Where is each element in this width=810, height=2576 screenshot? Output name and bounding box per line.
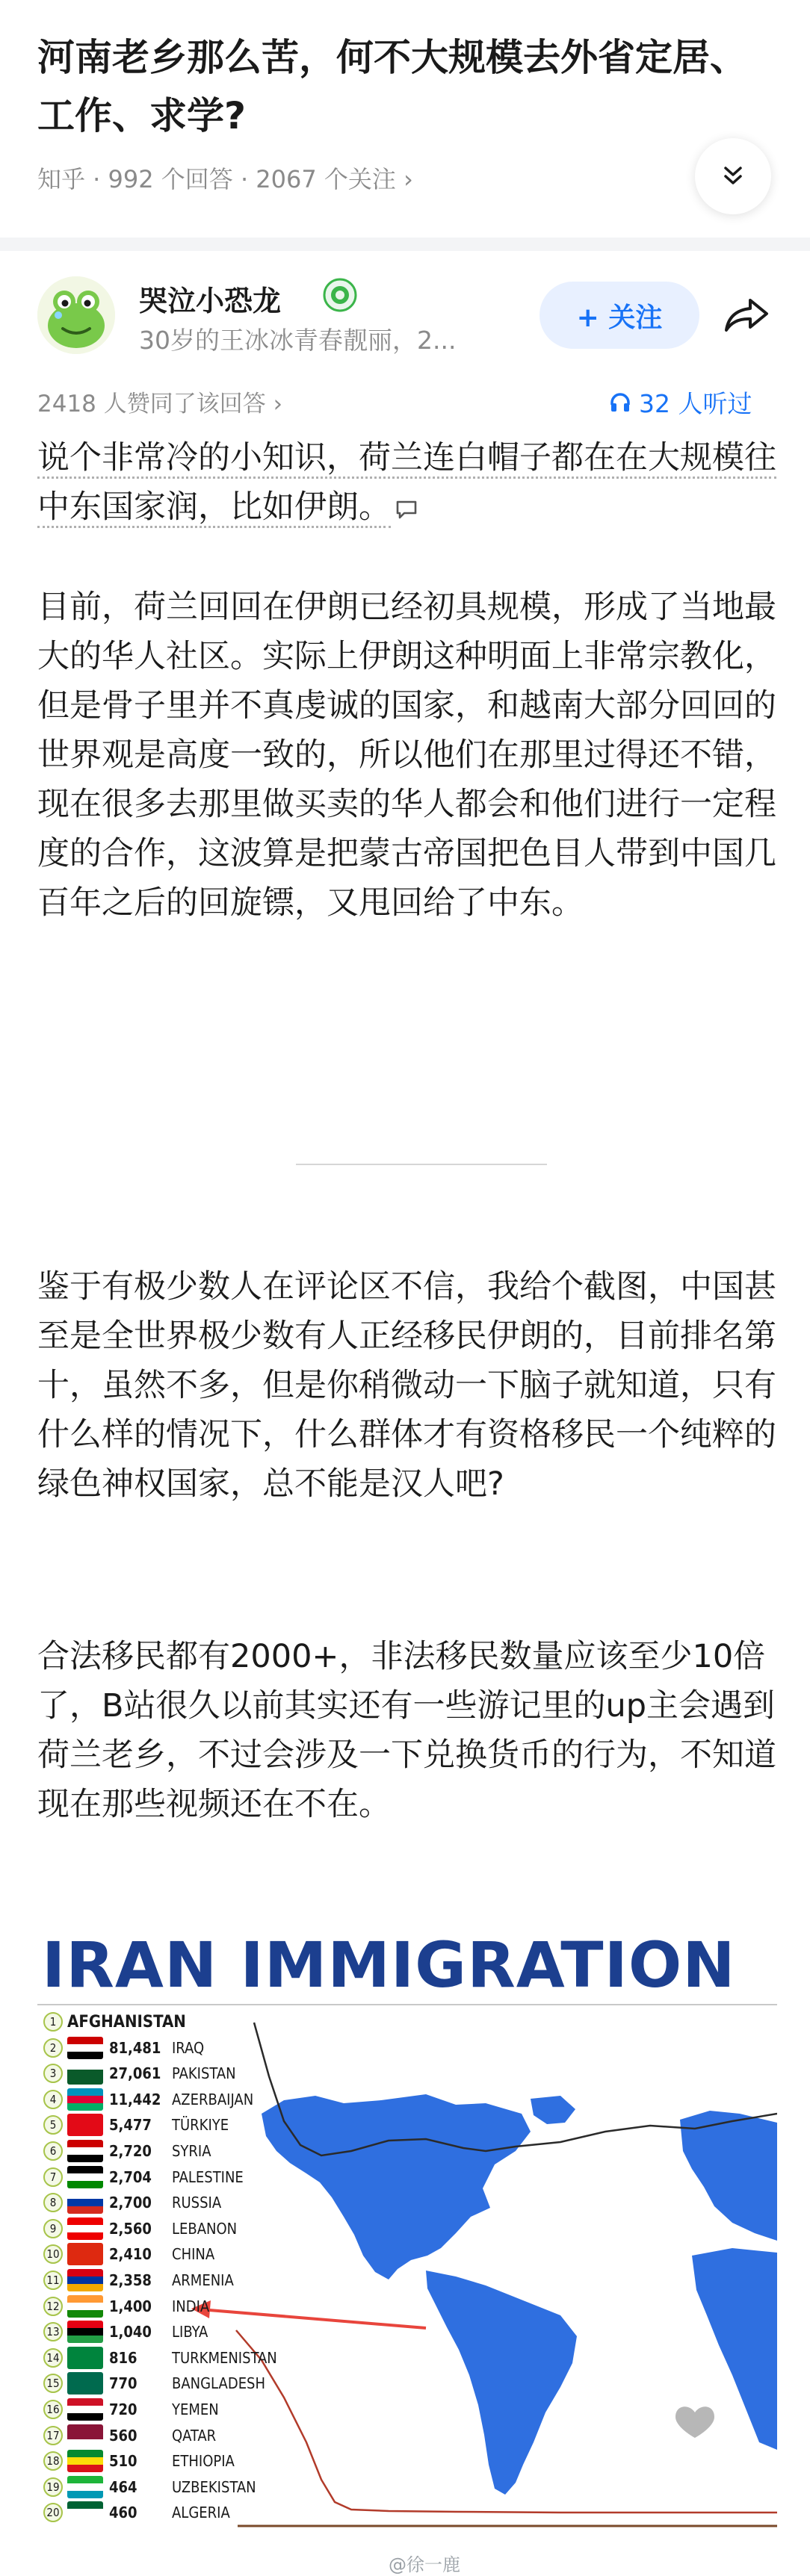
rank-country: ALGERIA (172, 2504, 230, 2522)
flag-tm-icon (67, 2347, 103, 2369)
rank-country: TÜRKIYE (172, 2116, 229, 2135)
flag-cn-icon (67, 2243, 103, 2265)
rank-country: YEMEN (172, 2400, 219, 2418)
flag-iq-icon (67, 2037, 103, 2059)
rank-number: 7 (43, 2167, 63, 2187)
rank-value: 720 (109, 2400, 137, 2418)
rank-value: 5,477 (109, 2116, 152, 2135)
heart-icon[interactable] (675, 2406, 714, 2438)
content-separator (296, 1164, 547, 1165)
rank-value: 27,061 (109, 2064, 161, 2083)
flag-ye-icon (67, 2398, 103, 2421)
likes-count[interactable]: 2418 人赞同了该回答 › (37, 391, 282, 418)
ranking-row (43, 2371, 265, 2396)
flag-lb-icon (67, 2217, 103, 2240)
ranking-row (43, 2448, 235, 2474)
rank-country: INDIA (172, 2297, 210, 2315)
rank-number: 8 (43, 2193, 63, 2212)
infographic-title: IRAN IMMIGRATION (42, 1928, 736, 2002)
ranking-row (43, 2164, 244, 2190)
question-meta[interactable]: 知乎 · 992 个回答 · 2067 个关注 › (37, 165, 413, 193)
ranking-row (43, 2345, 277, 2371)
rank-country: ARMENIA (172, 2271, 234, 2289)
rank-number: 5 (43, 2115, 63, 2135)
rank-value: 2,358 (109, 2271, 152, 2289)
ranking-row (43, 2319, 208, 2344)
flag-tr-icon (67, 2114, 103, 2136)
rank-value: 510 (109, 2452, 137, 2471)
section-divider (0, 238, 810, 251)
flag-pk-icon (67, 2062, 103, 2085)
ranking-row (43, 2061, 236, 2086)
rank-country: PALESTINE (172, 2167, 244, 2186)
watermark: @徐一鹿 (389, 2554, 460, 2575)
rank-value: 770 (109, 2374, 137, 2393)
ranking-row (43, 2112, 229, 2138)
rank-value: 2,720 (109, 2142, 152, 2160)
flag-az-icon (67, 2088, 103, 2111)
rank-value: 464 (109, 2477, 137, 2496)
rank-number: 2 (43, 2038, 63, 2058)
rank-number: 10 (43, 2244, 63, 2264)
avatar[interactable] (37, 276, 115, 354)
iran-immigration-image[interactable] (37, 1927, 777, 2539)
verified-badge-icon (323, 278, 357, 312)
listen-count-label: 32 人听过 (639, 389, 752, 418)
rank-value: 2,560 (109, 2219, 152, 2238)
flag-ly-icon (67, 2321, 103, 2343)
ranking-row (43, 2035, 204, 2061)
ranking-row (43, 2423, 216, 2448)
rank-country: QATAR (172, 2426, 217, 2445)
ranking-row (43, 2268, 234, 2293)
ranking-row (43, 2294, 209, 2319)
author-bio: 30岁的王冰冰青春靓丽，2... (139, 326, 457, 355)
rank-value: 81,481 (109, 2038, 161, 2057)
rank-number: 3 (43, 2064, 63, 2083)
ranking-row (43, 2397, 219, 2422)
answer-paragraph-2: 目前，荷兰回回在伊朗已经初具规模，形成了当地最大的华人社区。实际上伊朗这种明面上非常宗教化，但是骨子里并不真虔诚的国家，和越南大部分回回的世界观是高度一致的，所以他们在那里过得还不错，现在很多去那里做买卖的华人都会和他们进行一定程度的合作，这波算是把蒙古帝国把色目人带到中国几百年之后的回旋镖，又甩回给了中东。 (37, 589, 776, 922)
flag-uz-icon (67, 2476, 103, 2498)
rank-country: BANGLADESH (172, 2374, 266, 2393)
answer-underlined-text[interactable]: 说个非常冷的小知识，荷兰连白帽子都在在大规模往中东国家润，比如伊朗。 (37, 439, 776, 528)
flag-ps-icon (67, 2166, 103, 2188)
flag-et-icon (67, 2450, 103, 2472)
rank-country: CHINA (172, 2245, 215, 2264)
answer-paragraph-3: 鉴于有极少数人在评论区不信，我给个截图，中国甚至是全世界极少数有人正经移民伊朗的，目前排名第十，虽然不多，但是你稍微动一下脑子就知道，只有什么样的情况下，什么群体才有资格移民一个纯粹的绿色神权国家，总不能是汉人吧? (37, 1268, 776, 1503)
rank-value: 2,700 (109, 2194, 152, 2212)
listen-count[interactable] (609, 385, 752, 420)
rank-number: 9 (43, 2219, 63, 2238)
rank-value: 1,400 (109, 2297, 152, 2315)
rank-value: 11,442 (109, 2090, 161, 2108)
follow-button[interactable]: + 关注 (540, 282, 699, 349)
ranking-row (43, 2087, 253, 2112)
rank-number: 14 (43, 2348, 63, 2368)
rank-number: 4 (43, 2090, 63, 2109)
double-chevron-down-icon (720, 164, 746, 189)
share-arrow-icon[interactable] (723, 296, 770, 335)
ranking-row (43, 2009, 186, 2035)
collapse-button[interactable] (695, 138, 771, 214)
rank-country: TURKMENISTAN (172, 2348, 277, 2367)
rank-country: AFGHANISTAN (67, 2012, 186, 2032)
rank-value: 2,704 (109, 2167, 152, 2186)
rank-number: 20 (43, 2503, 63, 2522)
question-title[interactable]: 河南老乡那么苦，何不大规模去外省定居、工作、求学? (37, 36, 747, 137)
rank-value: 560 (109, 2426, 137, 2445)
rank-value: 1,040 (109, 2323, 152, 2341)
rank-value: 460 (109, 2504, 137, 2522)
flag-ru-icon (67, 2191, 103, 2214)
ranking-row (43, 2138, 211, 2164)
comment-bubble-icon[interactable] (395, 500, 418, 519)
rank-number: 1 (43, 2012, 63, 2032)
answer-paragraph-1 (37, 433, 777, 532)
ranking-row (43, 2500, 230, 2525)
rank-number: 15 (43, 2374, 63, 2393)
ranking-row (43, 2241, 214, 2267)
answer-paragraph-4: 合法移民都有2000+，非法移民数量应该至少10倍了，B站很久以前其实还有一些游记里的up主会遇到荷兰老乡，不过会涉及一下兑换货币的行为，不知道现在那些视频还在不在。 (37, 1638, 776, 1823)
rank-number: 16 (43, 2400, 63, 2419)
author-name[interactable]: 哭泣小恐龙 (139, 285, 282, 317)
rank-number: 13 (43, 2322, 63, 2341)
rank-country: ETHIOPIA (172, 2452, 235, 2471)
ranking-row (43, 2216, 237, 2241)
rank-number: 19 (43, 2477, 63, 2497)
rank-country: UZBEKISTAN (172, 2477, 256, 2496)
rank-country: LIBYA (172, 2323, 208, 2341)
rank-country: LEBANON (172, 2219, 238, 2238)
flag-am-icon (67, 2269, 103, 2291)
flag-dz-icon (67, 2501, 103, 2524)
flag-qa-icon (67, 2424, 103, 2447)
headphones-icon (609, 391, 631, 414)
rank-country: SYRIA (172, 2142, 211, 2160)
rank-number: 11 (43, 2271, 63, 2290)
dinosaur-avatar-icon (37, 276, 115, 354)
ranking-row (43, 2190, 221, 2215)
rank-country: RUSSIA (172, 2194, 222, 2212)
rank-country: AZERBAIJAN (172, 2090, 254, 2108)
rank-value: 2,410 (109, 2245, 152, 2264)
rank-number: 17 (43, 2426, 63, 2445)
flag-in-icon (67, 2295, 103, 2318)
rank-country: PAKISTAN (172, 2064, 236, 2083)
rank-value: 816 (109, 2348, 137, 2367)
flag-bd-icon (67, 2372, 103, 2395)
rank-number: 18 (43, 2451, 63, 2471)
rank-number: 6 (43, 2141, 63, 2161)
flag-sy-icon (67, 2140, 103, 2162)
ranking-row (43, 2474, 256, 2500)
rank-country: IRAQ (172, 2038, 205, 2057)
rank-number: 12 (43, 2297, 63, 2316)
